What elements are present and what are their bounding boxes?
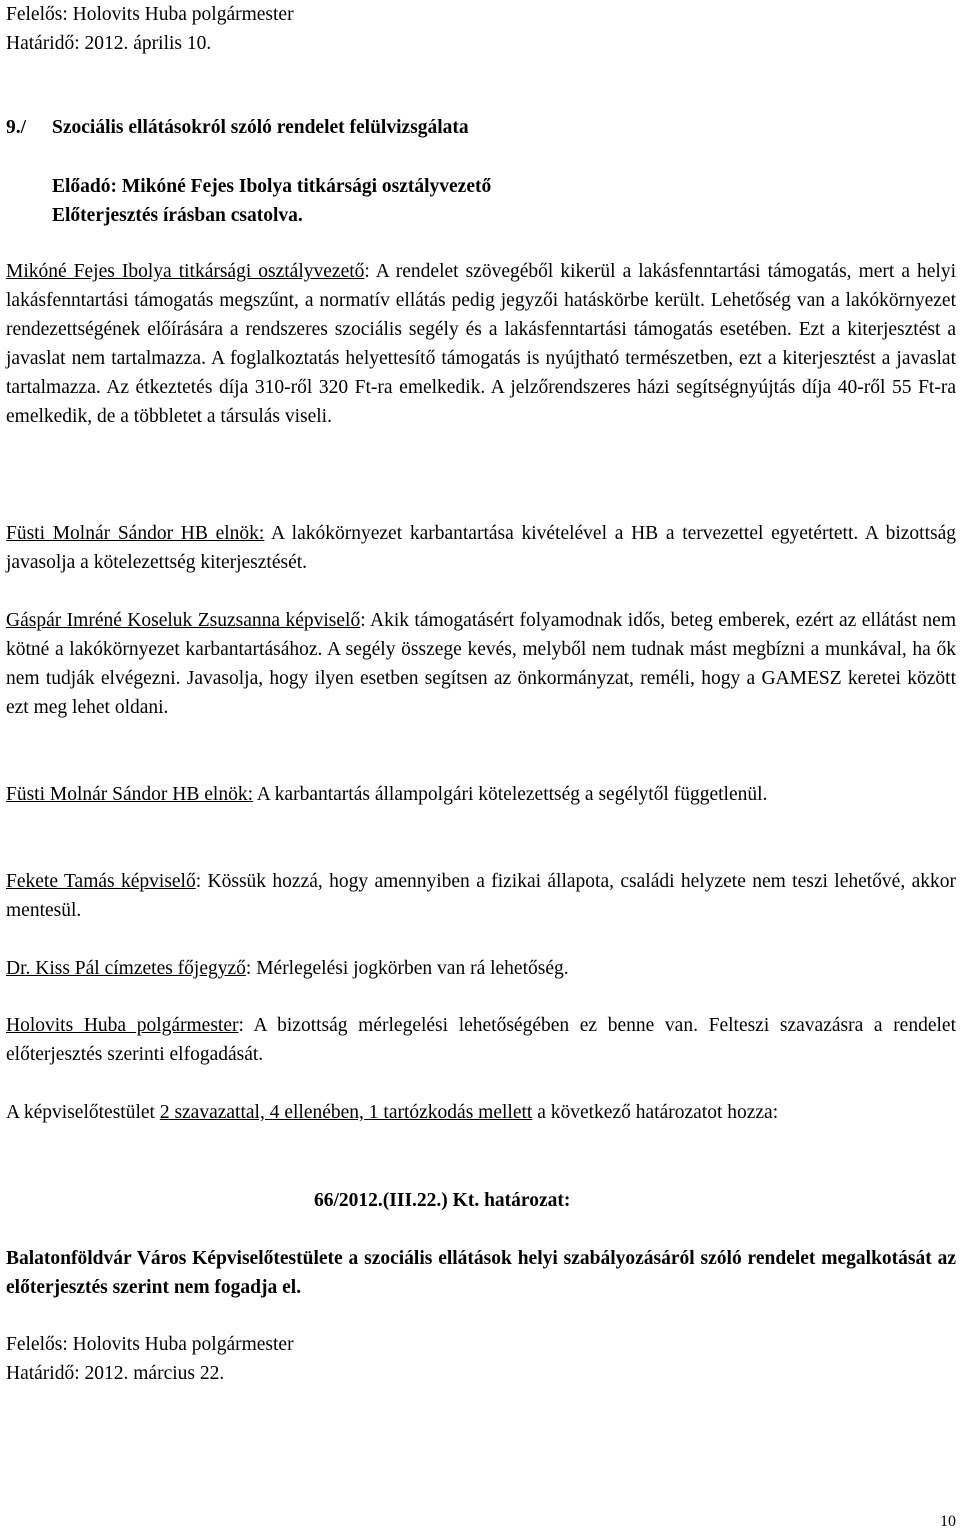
paragraph-4-text: A karbantartás állampolgári kötelezettség a segélytől függetlenül.: [253, 784, 768, 805]
page-number: 10: [940, 1513, 956, 1530]
footer-deadline: Határidő: 2012. március 22.: [6, 1363, 225, 1384]
speaker-1: Mikóné Fejes Ibolya titkársági osztályvezető: [6, 261, 365, 282]
paragraph-5: [6, 867, 956, 925]
paragraph-5-text: : Kössük hozzá, hogy amennyiben a fizikai állapota, családi helyzete nem teszi lehetővé, akkor mentesül.: [6, 871, 956, 921]
agenda-title-text: Szociális ellátásokról szóló rendelet felülvizsgálata: [52, 117, 469, 138]
speaker-5: Fekete Tamás képviselő: [6, 871, 196, 892]
resolution-title: 66/2012.(III.22.) Kt. határozat:: [314, 1190, 571, 1211]
header-deadline: Határidő: 2012. április 10.: [6, 33, 212, 54]
paragraph-7: [6, 1011, 956, 1069]
vote-after: a következő határozatot hozza:: [532, 1102, 779, 1123]
vote-before: A képviselőtestület: [6, 1102, 160, 1123]
speaker-3: Gáspár Imréné Koseluk Zsuzsanna képviselő: [6, 610, 361, 631]
agenda-title: [6, 113, 469, 142]
speaker-4: Füsti Molnár Sándor HB elnök:: [6, 784, 253, 805]
resolution-text: Balatonföldvár Város Képviselőtestülete a szociális ellátások helyi szabályozásáról szóló rendelet megalkotását az előterjesztés szerint nem fogadja el.: [6, 1248, 956, 1298]
paragraph-1-text: : A rendelet szövegéből kikerül a lakásfenntartási támogatás, mert a helyi lakásfenntartási támogatás megszűnt, a normatív ellátás pedig jegyzői hatáskörbe került. Lehetőség van a lakókörnyezet rendezettségének előírására a rendszeres szociális segély és a lakásfenntartási támogatás esetében. Ezt a kiterjesztést a javaslat nem tartalmazza. A foglalkoztatás helyettesítő támogatás is nyújtható természetben, ezt a kiterjesztést a javaslat tartalmazza. Az étkeztetés díja 310-ről 320 Ft-ra emelkedik. A jelzőrendszeres házi segítségnyújtás díja 40-ről 55 Ft-ra emelkedik, de a többletet a társulás viseli.: [6, 261, 956, 427]
vote-paragraph: [6, 1098, 956, 1127]
footer-responsible: Felelős: Holovits Huba polgármester: [6, 1334, 294, 1355]
paragraph-7-text: : A bizottság mérlegelési lehetőségében ez benne van. Felteszi szavazásra a rendelet előterjesztés szerinti elfogadását.: [6, 1015, 956, 1065]
paragraph-2-text: A lakókörnyezet karbantartása kivételével a HB a tervezettel egyetértett. A bizottság javasolja a kötelezettség kiterjesztését.: [6, 523, 957, 573]
agenda-presenter: Előadó: Mikóné Fejes Ibolya titkársági osztályvezető: [52, 176, 492, 197]
speaker-6: Dr. Kiss Pál címzetes főjegyző: [6, 958, 246, 979]
agenda-number: 9./: [6, 117, 27, 138]
paragraph-1: [6, 257, 956, 431]
agenda-attachment: Előterjesztés írásban csatolva.: [52, 205, 303, 226]
agenda-presenter-block: [52, 172, 491, 230]
paragraph-3-text: : Akik támogatásért folyamodnak idős, beteg emberek, ezért az ellátást nem kötné a lakókörnyezet karbantartásához. A segély összege kevés, melyből nem tudnak mást megbízni a munkával, ha ők nem tudják elvégezni. Javasolja, hogy ilyen esetben segítsen az önkormányzat, reméli, hogy a GAMESZ keretei között ezt meg lehet oldani.: [6, 610, 956, 718]
speaker-7: Holovits Huba polgármester: [6, 1015, 239, 1036]
paragraph-6-text: : Mérlegelési jogkörben van rá lehetőség.: [245, 958, 569, 979]
paragraph-2: [6, 519, 956, 577]
footer-block: [6, 1330, 956, 1388]
header-responsible: Felelős: Holovits Huba polgármester: [6, 4, 294, 25]
paragraph-4: [6, 780, 956, 809]
paragraph-3: [6, 606, 956, 722]
header-block: [6, 0, 956, 58]
vote-result: 2 szavazattal, 4 ellenében, 1 tartózkodás mellett: [159, 1102, 533, 1123]
paragraph-6: [6, 954, 956, 983]
speaker-2: Füsti Molnár Sándor HB elnök:: [6, 523, 265, 544]
